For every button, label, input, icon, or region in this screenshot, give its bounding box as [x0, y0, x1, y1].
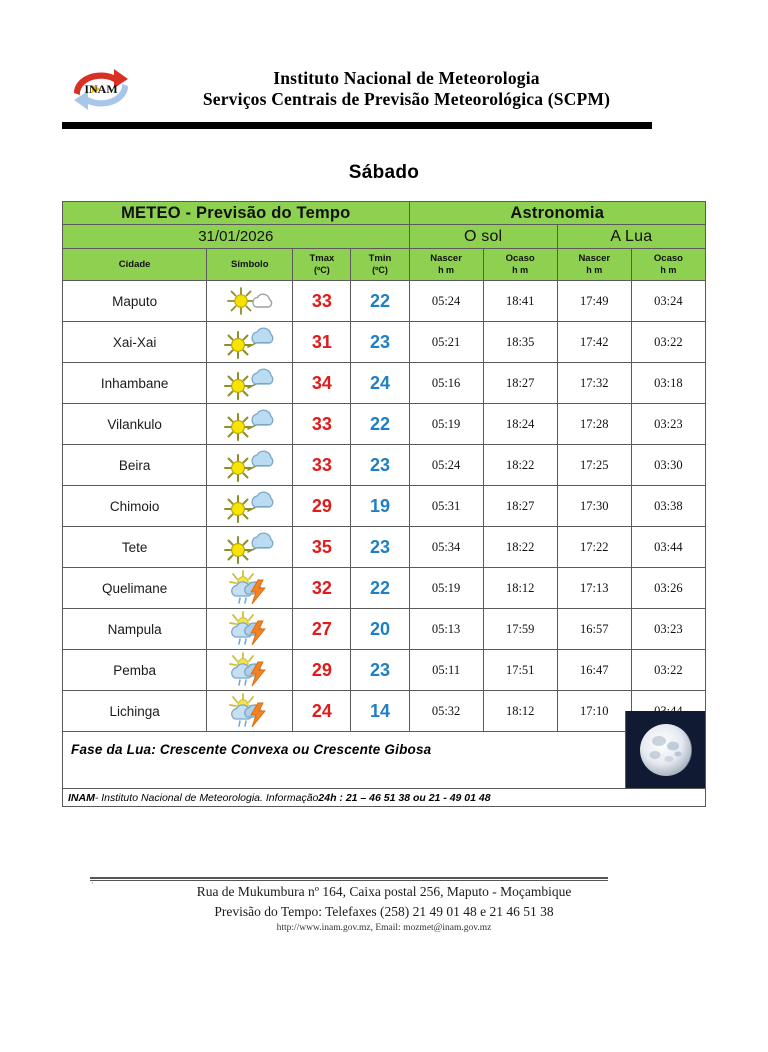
sun-cloud-icon [207, 322, 292, 362]
moon-title: A Lua [557, 225, 705, 249]
cell-sun-rise: 05:32 [409, 691, 483, 732]
table-row [63, 363, 706, 404]
meteo-title: METEO - Previsão do Tempo [63, 202, 410, 225]
cell-sun-rise: 05:16 [409, 363, 483, 404]
cell-city: Pemba [63, 650, 207, 691]
cell-sun-set: 17:59 [483, 609, 557, 650]
cell-sun-set: 18:35 [483, 322, 557, 363]
table-row [63, 404, 706, 445]
cell-sun-rise: 05:19 [409, 404, 483, 445]
table-row [63, 322, 706, 363]
thunderstorm-icon [207, 568, 292, 608]
moon-set-unit: h m [660, 264, 677, 275]
moon-set-label: Ocaso [653, 252, 683, 264]
cell-tmin: 14 [351, 691, 409, 732]
forecast-table-wrapper [62, 201, 706, 732]
institute-line2: Serviços Centrais de Previsão Meteorológica (SCPM) [202, 89, 611, 109]
cell-sun-set: 18:27 [483, 363, 557, 404]
cell-symbol [207, 650, 293, 691]
forecast-date: 31/01/2026 [63, 225, 410, 249]
cell-symbol [207, 568, 293, 609]
header-divider [62, 122, 652, 129]
cell-moon-rise: 17:13 [557, 568, 631, 609]
cell-tmin: 22 [351, 404, 409, 445]
sun-set-unit: h m [512, 264, 529, 275]
sun-cloud-icon [207, 445, 292, 485]
cell-city: Tete [63, 527, 207, 568]
table-row [63, 650, 706, 691]
cell-sun-rise: 05:24 [409, 281, 483, 322]
cell-tmax: 33 [293, 404, 351, 445]
institute-line1: Instituto Nacional de Meteorologia [273, 67, 540, 88]
cell-tmin: 22 [351, 281, 409, 322]
cell-moon-set: 03:30 [631, 445, 705, 486]
masthead [62, 58, 707, 120]
column-header-sun-rise [409, 249, 483, 281]
sun-cloud-icon [207, 363, 292, 403]
cell-tmin: 20 [351, 609, 409, 650]
table-header-row-1 [63, 202, 706, 225]
sun-cloud-icon [207, 527, 292, 567]
cell-moon-set: 03:23 [631, 404, 705, 445]
cell-moon-rise: 16:57 [557, 609, 631, 650]
cell-sun-rise: 05:31 [409, 486, 483, 527]
cell-moon-set: 03:18 [631, 363, 705, 404]
table-header-row-2 [63, 225, 706, 249]
tmax-unit: (ºC) [313, 264, 330, 275]
footer-web-email: http://www.inam.gov.mz, Email: mozmet@inam.gov.mz [276, 923, 492, 934]
footer-divider [90, 877, 608, 879]
cell-moon-rise: 17:30 [557, 486, 631, 527]
cell-city: Quelimane [63, 568, 207, 609]
table-row [63, 609, 706, 650]
cell-moon-rise: 17:42 [557, 322, 631, 363]
cell-sun-set: 18:27 [483, 486, 557, 527]
cell-sun-rise: 05:21 [409, 322, 483, 363]
cell-sun-set: 18:22 [483, 445, 557, 486]
cell-moon-rise: 17:49 [557, 281, 631, 322]
cell-symbol [207, 527, 293, 568]
cell-sun-rise: 05:13 [409, 609, 483, 650]
cell-moon-rise: 17:28 [557, 404, 631, 445]
cell-sun-set: 17:51 [483, 650, 557, 691]
cell-city: Nampula [63, 609, 207, 650]
thunderstorm-icon [207, 609, 292, 649]
tmin-unit: (ºC) [372, 264, 388, 275]
cell-moon-set: 03:22 [631, 650, 705, 691]
cell-sun-set: 18:24 [483, 404, 557, 445]
cell-moon-rise: 17:22 [557, 527, 631, 568]
cell-city: Vilankulo [63, 404, 207, 445]
cell-tmax: 33 [293, 281, 351, 322]
cell-sun-rise: 05:34 [409, 527, 483, 568]
cell-tmin: 23 [351, 445, 409, 486]
inam-contact-numbers: 24h : 21 – 46 51 38 ou 21 - 49 01 48 [318, 791, 491, 804]
inam-contact-line [62, 789, 706, 807]
moon-rise-unit: h m [586, 264, 603, 275]
table-row [63, 486, 706, 527]
svg-text:INAM: INAM [84, 82, 118, 96]
cell-tmax: 29 [293, 650, 351, 691]
sun-small-cloud-icon [207, 281, 292, 321]
cell-tmin: 24 [351, 363, 409, 404]
cell-tmin: 23 [351, 650, 409, 691]
thunderstorm-icon [207, 650, 292, 690]
cell-moon-set: 03:24 [631, 281, 705, 322]
moon-gibbous-image [625, 711, 705, 788]
cell-city: Chimoio [63, 486, 207, 527]
cell-sun-set: 18:12 [483, 568, 557, 609]
table-row [63, 568, 706, 609]
cell-tmax: 29 [293, 486, 351, 527]
cell-tmax: 27 [293, 609, 351, 650]
footer-phones: Previsão do Tempo: Telefaxes (258) 21 49 01 48 e 21 46 51 38 [214, 903, 554, 919]
cell-tmin: 23 [351, 322, 409, 363]
cell-moon-rise: 17:25 [557, 445, 631, 486]
table-header-row-3 [63, 249, 706, 281]
astronomy-title: Astronomia [409, 202, 705, 225]
cell-symbol [207, 445, 293, 486]
cell-sun-set: 18:12 [483, 691, 557, 732]
cell-sun-rise: 05:11 [409, 650, 483, 691]
cell-moon-set: 03:38 [631, 486, 705, 527]
cell-symbol [207, 322, 293, 363]
cell-tmin: 23 [351, 527, 409, 568]
tmin-label: Tmin [368, 252, 392, 264]
cell-sun-set: 18:41 [483, 281, 557, 322]
cell-city: Maputo [63, 281, 207, 322]
cell-moon-rise: 17:10 [557, 691, 631, 732]
cell-symbol [207, 404, 293, 445]
cell-moon-set: 03:23 [631, 609, 705, 650]
institute-titles [146, 68, 707, 111]
table-row [63, 445, 706, 486]
sun-rise-unit: h m [438, 264, 455, 275]
day-title: Sábado [348, 162, 420, 183]
column-header-sun-set [483, 249, 557, 281]
cell-tmax: 32 [293, 568, 351, 609]
inam-logo-icon [62, 63, 140, 115]
cell-city: Lichinga [63, 691, 207, 732]
inam-prefix: INAM [68, 791, 95, 804]
cell-symbol [207, 609, 293, 650]
cell-tmax: 33 [293, 445, 351, 486]
sun-cloud-icon [207, 486, 292, 526]
moon-phase-row [62, 711, 706, 789]
cell-tmin: 22 [351, 568, 409, 609]
footer-address: Rua de Mukumbura nº 164, Caixa postal 256, Maputo - Moçambique [196, 884, 572, 899]
cell-moon-rise: 16:47 [557, 650, 631, 691]
sun-title: O sol [409, 225, 557, 249]
sun-rise-label: Nascer [430, 252, 462, 264]
page-footer [0, 882, 768, 935]
cell-symbol [207, 363, 293, 404]
cell-sun-set: 18:22 [483, 527, 557, 568]
column-header-moon-rise [557, 249, 631, 281]
cell-moon-set: 03:26 [631, 568, 705, 609]
inam-contact-text: - Instituto Nacional de Meteorologia. Informação [94, 791, 319, 804]
cell-moon-set: 03:22 [631, 322, 705, 363]
footer-divider-thin [90, 880, 608, 881]
column-header-tmin [351, 249, 409, 281]
cell-tmax: 24 [293, 691, 351, 732]
cell-moon-rise: 17:32 [557, 363, 631, 404]
cell-sun-rise: 05:19 [409, 568, 483, 609]
cell-tmax: 35 [293, 527, 351, 568]
tmax-label: Tmax [309, 252, 335, 264]
cell-tmax: 31 [293, 322, 351, 363]
cell-sun-rise: 05:24 [409, 445, 483, 486]
cell-moon-set: 03:44 [631, 527, 705, 568]
cell-tmin: 19 [351, 486, 409, 527]
cell-tmax: 34 [293, 363, 351, 404]
footer-tick-mark: ' [92, 882, 94, 889]
column-header-tmax [293, 249, 351, 281]
cell-city: Beira [63, 445, 207, 486]
moon-rise-label: Nascer [578, 252, 611, 264]
cell-city: Xai-Xai [63, 322, 207, 363]
sun-set-label: Ocaso [505, 252, 535, 264]
table-row [63, 527, 706, 568]
column-header-symbol: Símbolo [207, 249, 293, 281]
table-row [63, 281, 706, 322]
column-header-moon-set [631, 249, 705, 281]
moon-phase-label: Fase da Lua: Crescente Convexa ou Crescente Gibosa [71, 742, 432, 757]
sun-cloud-icon [207, 404, 292, 444]
forecast-table-body [63, 281, 706, 732]
cell-symbol [207, 281, 293, 322]
cell-city: Inhambane [63, 363, 207, 404]
forecast-table [62, 201, 706, 732]
column-header-city: Cidade [63, 249, 207, 281]
cell-symbol [207, 486, 293, 527]
